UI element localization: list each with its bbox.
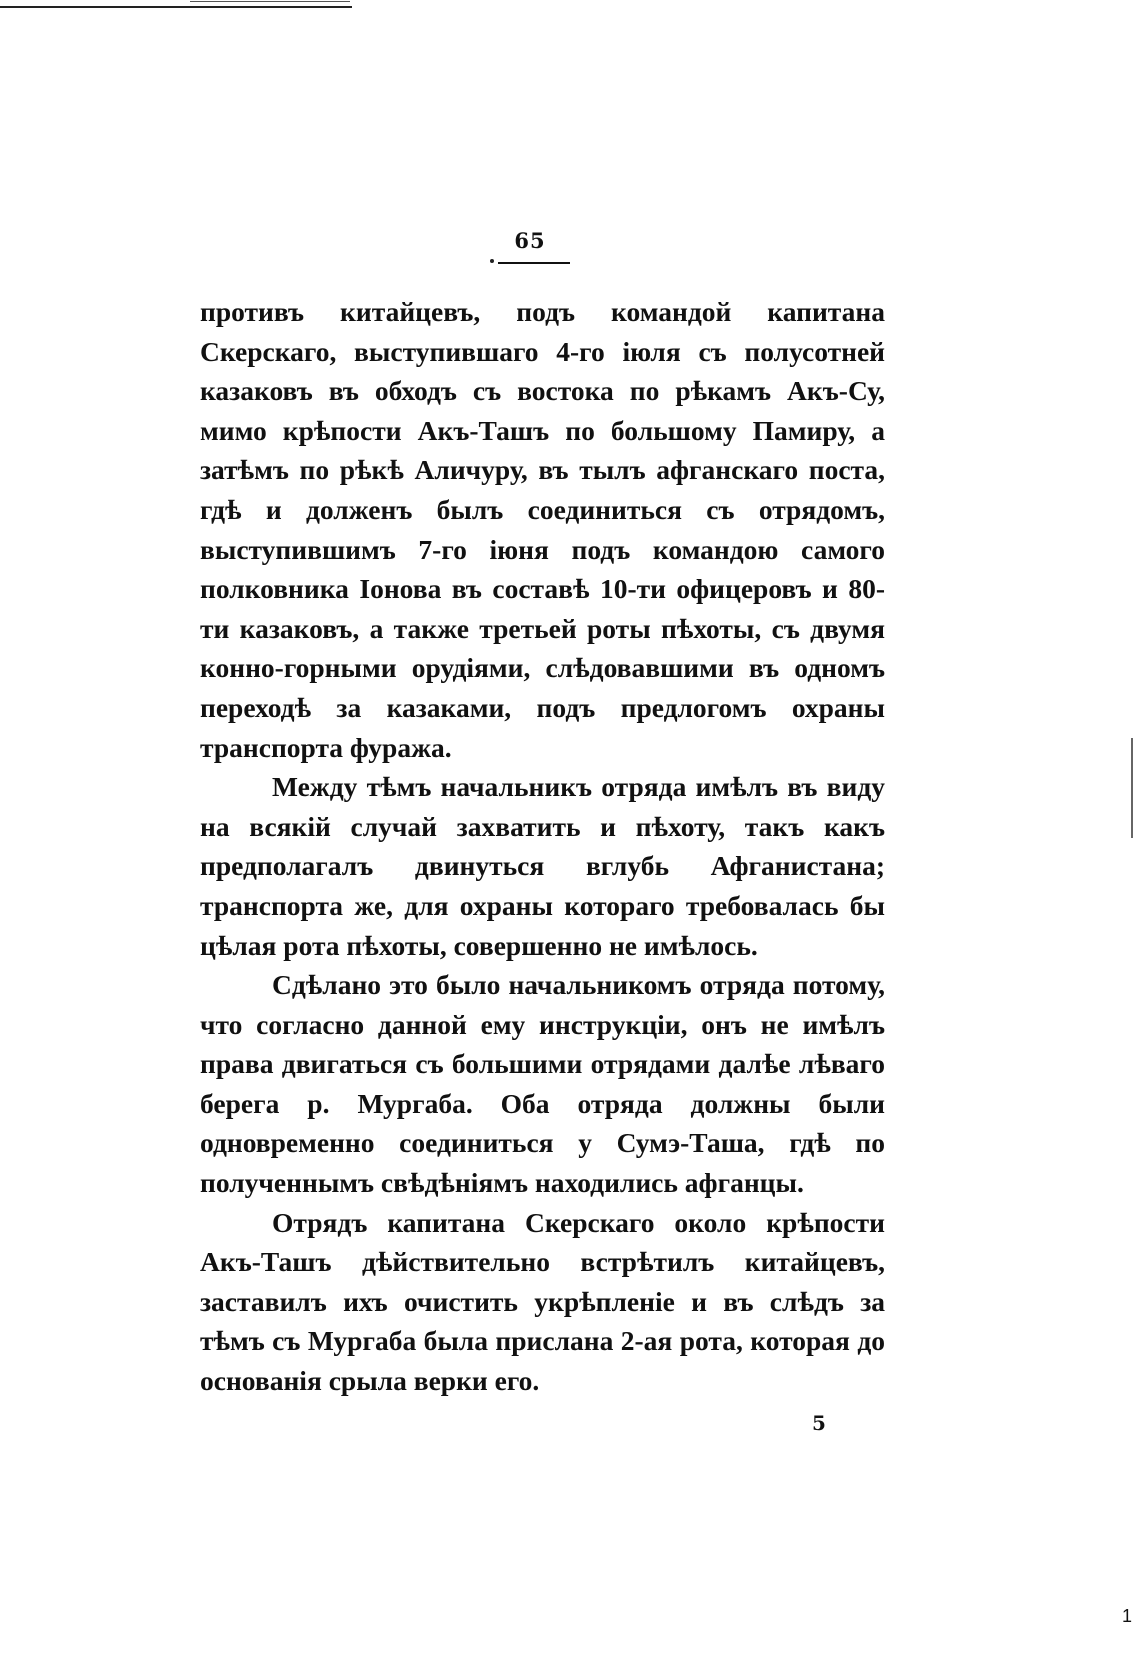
scan-edge-line	[1131, 738, 1133, 838]
top-edge-rule	[0, 6, 352, 8]
paragraph-3: Сдѣлано это было начальникомъ отряда потому, что согласно данной ему инструкцiи, онъ не имѣлъ права двигаться съ большими отрядами далѣе лѣваго берега р. Мургаба. Оба отряда должны были одновременно соединиться у Сумэ-Таша, гдѣ по полученнымъ свѣдѣнiямъ находились афганцы.	[200, 969, 885, 1199]
signature-mark: 5	[812, 1411, 826, 1435]
margin-mark: 1	[1121, 1606, 1132, 1626]
paragraph-1: противъ китайцевъ, подъ командой капитана Скерскаго, выступившаго 4-го iюля съ полусотней казаковъ въ обходъ съ востока по рѣкамъ Акъ-Су, мимо крѣпости Акъ-Ташъ по большому Памиру, а затѣмъ по рѣкѣ Аличуру, въ тылъ афганскаго поста, гдѣ и долженъ былъ соединиться съ отрядомъ, выступившимъ 7-го iюня подъ командою самого полковника Iонова въ составѣ 10-ти офицеровъ и 80-ти казаковъ, а также третьей роты пѣхоты, съ двумя конно-горными орудiями, слѣдовавшими въ одномъ переходѣ за казаками, подъ предлогомъ охраны транспорта фуража.	[200, 296, 885, 763]
paragraph-4: Отрядъ капитана Скерскаго около крѣпости Акъ-Ташъ дѣйствительно встрѣтилъ китайцевъ, заставилъ ихъ очистить укрѣпленiе и въ слѣдъ за тѣмъ съ Мургаба была прислана 2-ая рота, которая до основанiя срыла верки его.	[200, 1206, 885, 1397]
paragraph-2: Между тѣмъ начальникъ отряда имѣлъ въ виду на всякiй случай захватить и пѣхоту, такъ какъ предполагалъ двинуться вглубь Афганистана; транспорта же, для охраны котораго требовалась бы цѣлая рота пѣхоты, совершенно не имѣлось.	[200, 771, 885, 961]
body-text	[200, 292, 885, 1401]
header-dot	[490, 259, 494, 263]
page-number: 65	[514, 228, 546, 253]
header-rule	[498, 262, 570, 264]
